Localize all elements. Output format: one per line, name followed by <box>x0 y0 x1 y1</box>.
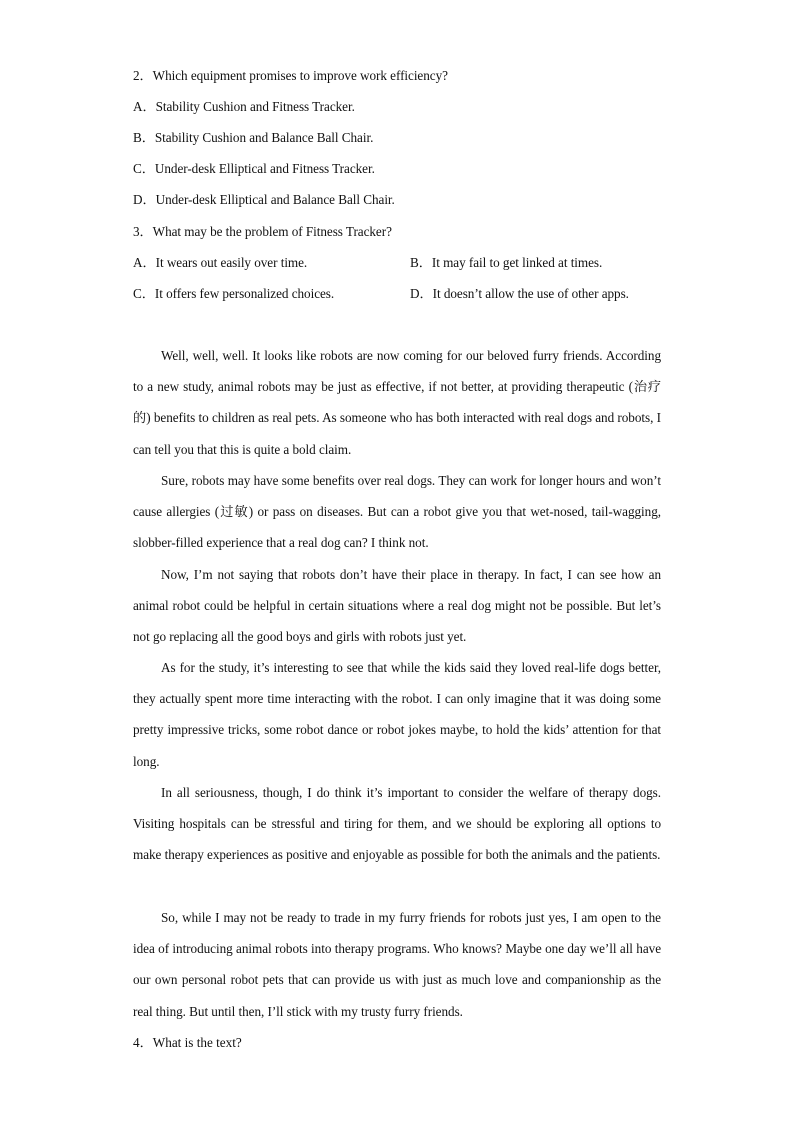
question-2-option-a: A．Stability Cushion and Fitness Tracker. <box>133 99 355 114</box>
question-3-option-d: D．It doesn’t allow the use of other apps. <box>410 286 629 301</box>
passage-paragraph-1: Well, well, well. It looks like robots are now coming for our beloved furry friends. According to a new study, animal robots may be just as effective, if not better, at providing therapeutic (治疗的) benefits to children as real pets. As someone who has both interacted with real dogs and robots, I can tell you that this is quite a bold claim. <box>133 348 661 457</box>
question-3-option-c: C．It offers few personalized choices. <box>133 286 335 301</box>
question-2-option-d: D．Under-desk Elliptical and Balance Ball Chair. <box>133 192 395 207</box>
passage-paragraph-3: Now, I’m not saying that robots don’t have their place in therapy. In fact, I can see how an animal robot could be helpful in certain situations where a real dog might not be possible. But let’s not go replacing all the good boys and girls with robots just yet. <box>133 567 661 645</box>
question-2-option-b: B．Stability Cushion and Balance Ball Chair. <box>133 130 374 145</box>
question-3-stem: 3．What may be the problem of Fitness Tracker? <box>133 224 392 239</box>
passage-paragraph-4: As for the study, it’s interesting to see that while the kids said they loved real-life dogs better, they actually spent more time interacting with the robot. I can only imagine that it was doing some pretty impressive tricks, some robot dance or robot jokes maybe, to hold the kids’ attention for that long. <box>133 660 661 769</box>
question-3-option-b: B．It may fail to get linked at times. <box>410 255 603 270</box>
question-2-option-c: C．Under-desk Elliptical and Fitness Tracker. <box>133 161 375 176</box>
passage-paragraph-5: In all seriousness, though, I do think it’s important to consider the welfare of therapy dogs. Visiting hospitals can be stressful and tiring for them, and we should be exploring all options to make therapy experiences as positive and enjoyable as possible for both the animals and the patients. <box>133 785 661 863</box>
question-2-stem: 2．Which equipment promises to improve work efficiency? <box>133 68 448 83</box>
passage-paragraph-2: Sure, robots may have some benefits over real dogs. They can work for longer hours and won’t cause allergies (过敏) or pass on diseases. But can a robot give you that wet-nosed, tail-wagging, slobber-filled experience that a real dog can? I think not. <box>133 473 661 551</box>
passage-paragraph-6: So, while I may not be ready to trade in my furry friends for robots just yes, I am open to the idea of introducing animal robots into therapy programs. Who knows? Maybe one day we’ll all have our own personal robot pets that can provide us with just as much love and companionship as the real thing. But until then, I’ll stick with my trusty furry friends. <box>133 910 661 1019</box>
question-3-option-a: A．It wears out easily over time. <box>133 255 308 270</box>
question-4-stem: 4．What is the text? <box>133 1035 242 1050</box>
